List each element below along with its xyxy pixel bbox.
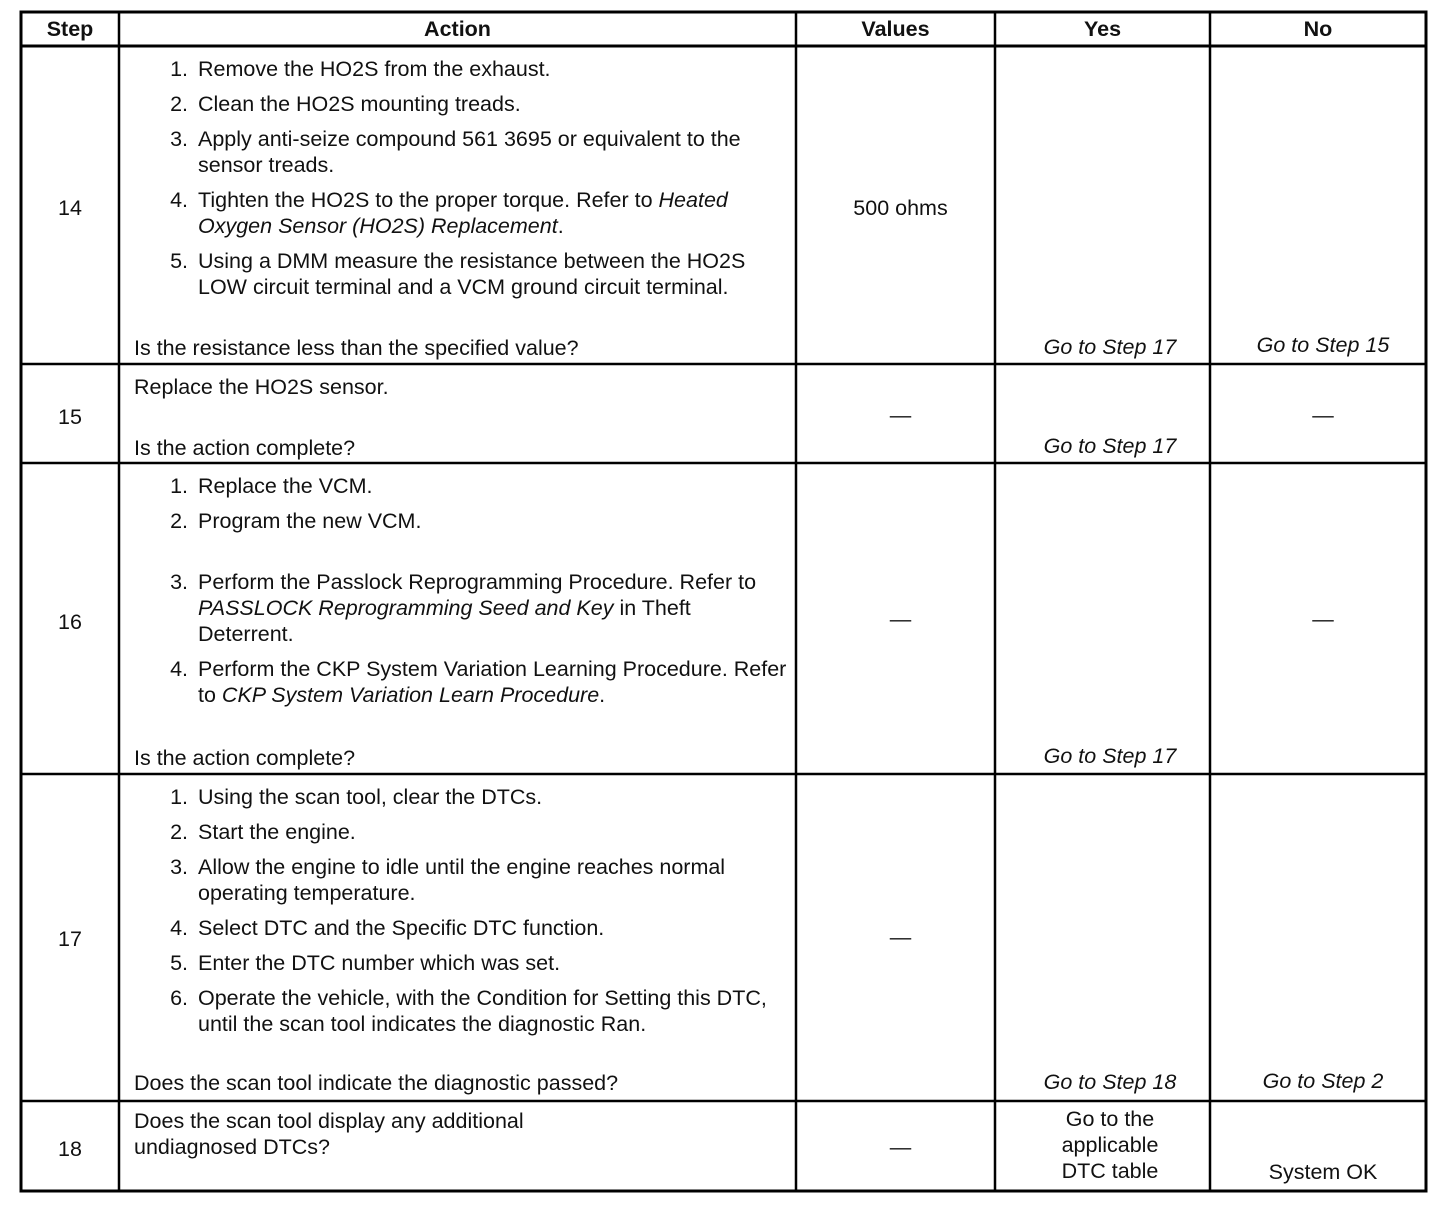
header-yes: Yes xyxy=(1083,17,1122,41)
step-number: 18 xyxy=(58,1137,82,1161)
reference-link: Heated Oxygen Sensor (HO2S) Replacement xyxy=(198,188,728,238)
list-item: 1. Replace the VCM. xyxy=(170,474,373,498)
step-number: 15 xyxy=(58,405,82,429)
list-item: 2. Program the new VCM. xyxy=(170,509,422,533)
yes-action: Go to Step 18 xyxy=(1043,1070,1177,1094)
step-number: 17 xyxy=(58,927,82,951)
yes-action: Go to the applicable DTC table xyxy=(1061,1107,1159,1183)
list-item: 1. Using the scan tool, clear the DTCs. xyxy=(170,785,543,809)
list-item: 1. Remove the HO2S from the exhaust. xyxy=(170,57,551,81)
action-text: Replace the HO2S sensor. xyxy=(134,375,389,399)
value: — xyxy=(889,925,912,949)
list-item: 5. Enter the DTC number which was set. xyxy=(170,951,561,975)
list-item: 4. Tighten the HO2S to the proper torque. Refer to Heated Oxygen Sensor (HO2S) Replacement. xyxy=(170,188,728,238)
question: Is the action complete? xyxy=(134,746,356,770)
reference-link: PASSLOCK Reprogramming Seed and Key xyxy=(198,596,614,620)
list-item: 3. Perform the Passlock Reprogramming Procedure. Refer to PASSLOCK Reprogramming Seed and Key in Theft Deterrent. xyxy=(170,570,757,646)
action-list xyxy=(132,473,792,717)
header-no: No xyxy=(1303,17,1333,41)
no-action: System OK xyxy=(1268,1160,1378,1184)
no-action: Go to Step 15 xyxy=(1256,333,1390,357)
list-item: 4. Perform the CKP System Variation Learning Procedure. Refer to CKP System Variation Learn Procedure. xyxy=(170,657,787,707)
reference-link: CKP System Variation Learn Procedure xyxy=(221,683,600,707)
value: — xyxy=(889,1135,912,1159)
no-action: Go to Step 2 xyxy=(1262,1069,1384,1093)
value: — xyxy=(889,403,912,427)
value: 500 ohms xyxy=(853,196,948,220)
no-action: — xyxy=(1312,403,1334,427)
list-item: 3. Apply anti-seize compound 561 3695 or equivalent to the sensor treads. xyxy=(170,127,741,177)
list-item: 2. Clean the HO2S mounting treads. xyxy=(170,92,521,116)
value: — xyxy=(889,607,912,631)
no-action: — xyxy=(1312,607,1334,631)
question: Is the action complete? xyxy=(134,436,356,460)
header-values: Values xyxy=(861,17,930,41)
list-item: 6. Operate the vehicle, with the Condition for Setting this DTC, until the scan tool indicates the diagnostic Ran. xyxy=(170,986,767,1036)
question: Does the scan tool display any additional undiagnosed DTCs? xyxy=(134,1109,524,1159)
yes-action: Go to Step 17 xyxy=(1043,434,1177,458)
action-list xyxy=(132,784,792,1046)
header-step: Step xyxy=(46,17,94,41)
list-item: 4. Select DTC and the Specific DTC function. xyxy=(170,916,605,940)
step-number: 14 xyxy=(58,196,82,220)
yes-action: Go to Step 17 xyxy=(1043,335,1177,359)
list-item: 3. Allow the engine to idle until the engine reaches normal operating temperature. xyxy=(170,855,726,905)
step-number: 16 xyxy=(58,610,82,634)
question: Is the resistance less than the specified value? xyxy=(134,336,579,360)
list-item: 5. Using a DMM measure the resistance between the HO2S LOW circuit terminal and a VCM ground circuit terminal. xyxy=(170,249,746,299)
yes-action: Go to Step 17 xyxy=(1043,744,1177,768)
action-list xyxy=(132,56,792,309)
header-action: Action xyxy=(424,17,491,41)
question: Does the scan tool indicate the diagnostic passed? xyxy=(134,1071,619,1095)
list-item: 2. Start the engine. xyxy=(170,820,356,844)
